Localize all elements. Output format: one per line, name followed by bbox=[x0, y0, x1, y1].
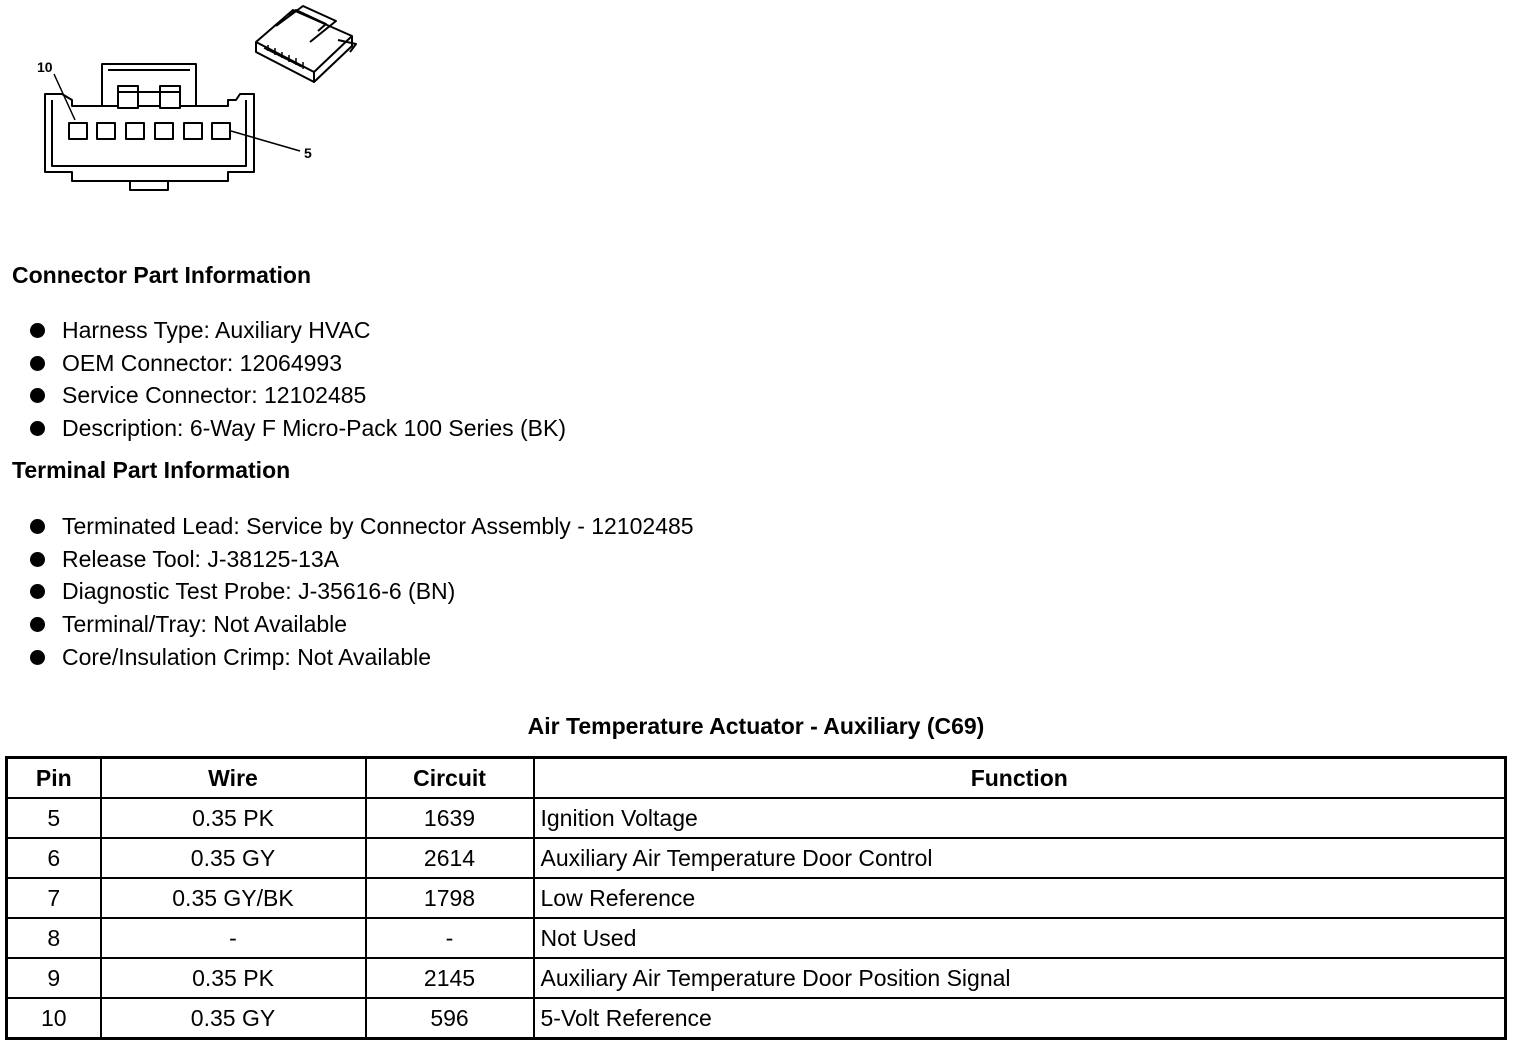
table-row bbox=[7, 798, 1506, 838]
list-item bbox=[28, 608, 694, 641]
function-cell: Auxiliary Air Temperature Door Control bbox=[534, 838, 1506, 878]
pin-cell: 10 bbox=[7, 998, 101, 1039]
function-cell: Not Used bbox=[534, 918, 1506, 958]
pin-callout-5: 5 bbox=[304, 145, 312, 161]
pin-cell: 7 bbox=[7, 878, 101, 918]
list-item bbox=[28, 641, 694, 674]
bullet-icon bbox=[30, 323, 45, 338]
pin-cell: 8 bbox=[7, 918, 101, 958]
list-item-text: Harness Type: Auxiliary HVAC bbox=[62, 317, 371, 343]
table-header-row bbox=[7, 758, 1506, 799]
list-item-text: OEM Connector: 12064993 bbox=[62, 349, 343, 376]
bullet-icon bbox=[30, 584, 45, 599]
connector-face-view bbox=[45, 64, 300, 190]
bullet-icon bbox=[30, 356, 45, 371]
bullet-icon bbox=[30, 650, 45, 665]
list-item bbox=[28, 347, 566, 380]
bullet-icon bbox=[30, 388, 45, 403]
list-item-text: Service Connector: 12102485 bbox=[62, 382, 367, 409]
bullet-icon bbox=[30, 617, 45, 632]
table-row bbox=[7, 998, 1506, 1039]
function-cell: 5-Volt Reference bbox=[534, 998, 1506, 1039]
table-row bbox=[7, 878, 1506, 918]
list-item-text: Terminated Lead: Service by Connector Assembly - 12102485 bbox=[62, 513, 694, 539]
wire-cell: 0.35 GY bbox=[101, 838, 366, 878]
circuit-cell: 1798 bbox=[366, 878, 534, 918]
list-item-text: Terminal/Tray: Not Available bbox=[62, 611, 348, 638]
terminal-part-info-list bbox=[28, 510, 694, 673]
list-item-text: Core/Insulation Crimp: Not Available bbox=[62, 643, 432, 670]
column-header-wire: Wire bbox=[101, 758, 366, 799]
wire-cell: 0.35 PK bbox=[101, 798, 366, 838]
column-header-pin: Pin bbox=[7, 758, 101, 799]
list-item bbox=[28, 379, 566, 412]
pin-callout-10: 10 bbox=[37, 59, 53, 75]
connector-diagram bbox=[0, 0, 380, 200]
connector-part-info-list bbox=[28, 314, 566, 445]
wire-cell: 0.35 GY bbox=[101, 998, 366, 1039]
bullet-icon bbox=[30, 519, 45, 534]
function-cell: Ignition Voltage bbox=[534, 798, 1506, 838]
circuit-cell: - bbox=[366, 918, 534, 958]
list-item-text: Release Tool: J-38125-13A bbox=[62, 545, 340, 572]
circuit-cell: 1639 bbox=[366, 798, 534, 838]
pin-cell: 5 bbox=[7, 798, 101, 838]
connector-part-info-heading: Connector Part Information bbox=[12, 262, 312, 288]
column-header-function: Function bbox=[534, 758, 1506, 799]
column-header-circuit: Circuit bbox=[366, 758, 534, 799]
list-item-text: Diagnostic Test Probe: J-35616-6 (BN) bbox=[62, 578, 456, 605]
list-item bbox=[28, 510, 694, 543]
list-item bbox=[28, 314, 566, 347]
pin-table bbox=[5, 756, 1507, 1040]
bullet-icon bbox=[30, 421, 45, 436]
table-row bbox=[7, 918, 1506, 958]
list-item bbox=[28, 543, 694, 576]
function-cell: Auxiliary Air Temperature Door Position Signal bbox=[534, 958, 1506, 998]
function-cell: Low Reference bbox=[534, 878, 1506, 918]
wire-cell: - bbox=[101, 918, 366, 958]
list-item bbox=[28, 575, 694, 608]
pin-cell: 6 bbox=[7, 838, 101, 878]
table-row bbox=[7, 958, 1506, 998]
list-item-text: Description: 6-Way F Micro-Pack 100 Series (BK) bbox=[62, 415, 567, 442]
circuit-cell: 596 bbox=[366, 998, 534, 1039]
pin-cell: 9 bbox=[7, 958, 101, 998]
connector-isometric-view bbox=[256, 6, 356, 82]
circuit-cell: 2614 bbox=[366, 838, 534, 878]
circuit-cell: 2145 bbox=[366, 958, 534, 998]
wire-cell: 0.35 PK bbox=[101, 958, 366, 998]
terminal-part-info-heading: Terminal Part Information bbox=[12, 457, 291, 483]
table-row bbox=[7, 838, 1506, 878]
list-item bbox=[28, 412, 566, 445]
pin-table-title: Air Temperature Actuator - Auxiliary (C69) bbox=[527, 713, 985, 739]
wire-cell: 0.35 GY/BK bbox=[101, 878, 366, 918]
bullet-icon bbox=[30, 552, 45, 567]
